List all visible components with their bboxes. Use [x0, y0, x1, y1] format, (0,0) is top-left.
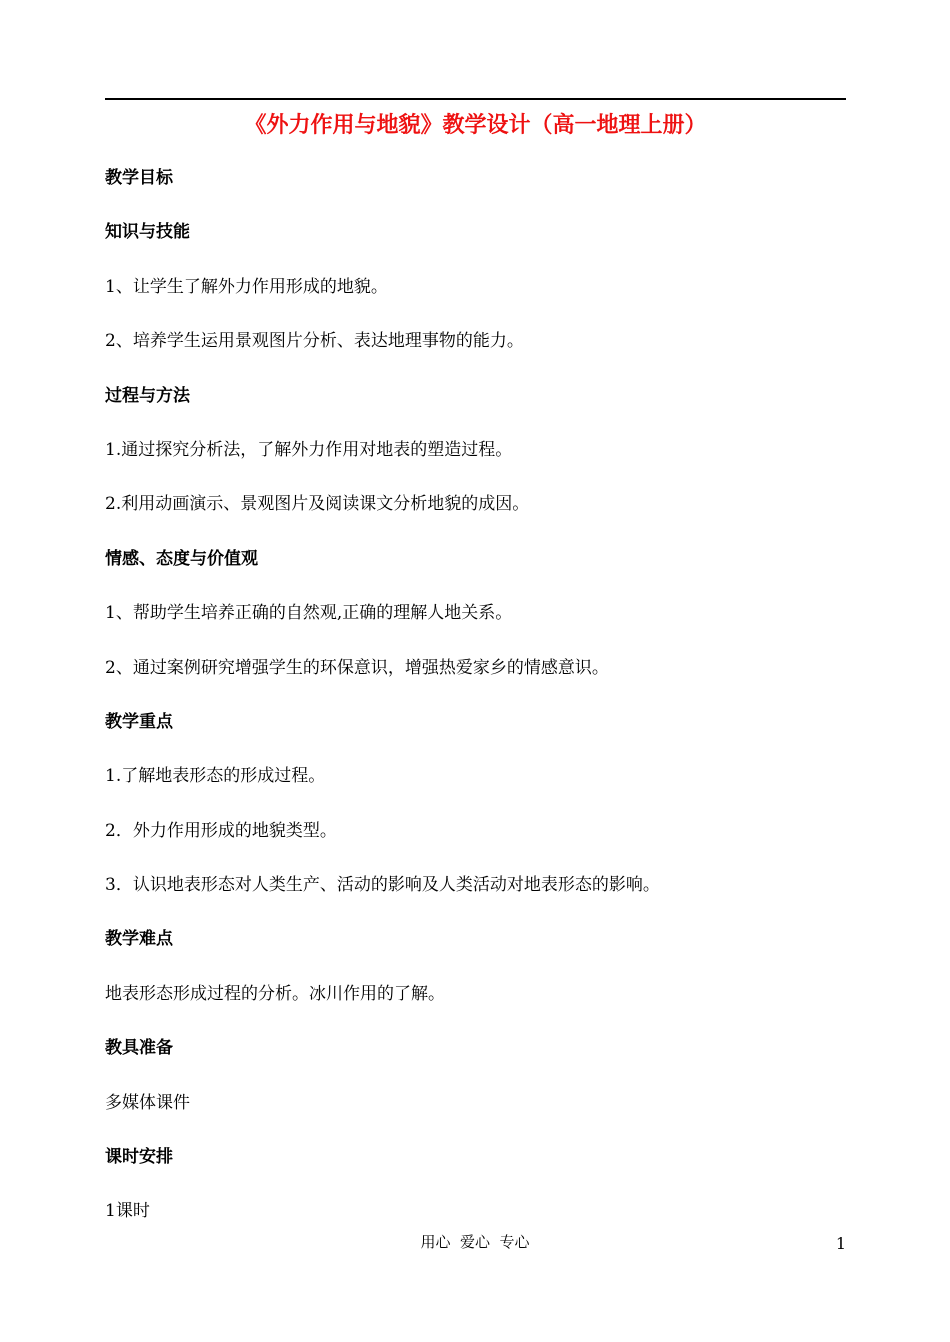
section-heading: 教具准备	[105, 1038, 173, 1059]
section-heading: 情感、态度与价值观	[105, 548, 258, 569]
section-text: 1.通过探究分析法，了解外力作用对地表的塑造过程。	[105, 439, 513, 460]
section-text: 1.了解地表形态的形成过程。	[105, 766, 326, 787]
section-heading: 教学目标	[105, 168, 173, 188]
document-title: 《外力作用与地貌》教学设计（高一地理上册）	[244, 112, 707, 138]
document-body	[105, 163, 846, 1251]
section-text: 1、让学生了解外力作用形成的地貌。	[105, 276, 388, 297]
section-heading: 知识与技能	[105, 222, 190, 243]
section-text: 1课时	[105, 1201, 150, 1222]
section-heading: 教学重点	[105, 711, 173, 732]
page-number: 1	[835, 1234, 846, 1253]
section-heading: 课时安排	[105, 1147, 173, 1168]
section-text: 2.利用动画演示、景观图片及阅读课文分析地貌的成因。	[105, 494, 530, 515]
section-text: 2．外力作用形成的地貌类型。	[105, 820, 337, 841]
footer-slogan: 用心 爱心 专心	[420, 1233, 530, 1251]
section-text: 3．认识地表形态对人类生产、活动的影响及人类活动对地表形态的影响。	[105, 875, 660, 896]
section-text: 2、通过案例研究增强学生的环保意识，增强热爱家乡的情感意识。	[105, 657, 609, 678]
section-text: 2、培养学生运用景观图片分析、表达地理事物的能力。	[105, 331, 524, 352]
section-heading: 过程与方法	[105, 385, 190, 406]
header-rule	[105, 98, 846, 100]
section-heading: 教学难点	[105, 929, 173, 950]
section-text: 多媒体课件	[105, 1092, 190, 1113]
section-text: 1、帮助学生培养正确的自然观,正确的理解人地关系。	[105, 603, 513, 624]
section-text: 地表形态形成过程的分析。冰川作用的了解。	[105, 983, 445, 1004]
